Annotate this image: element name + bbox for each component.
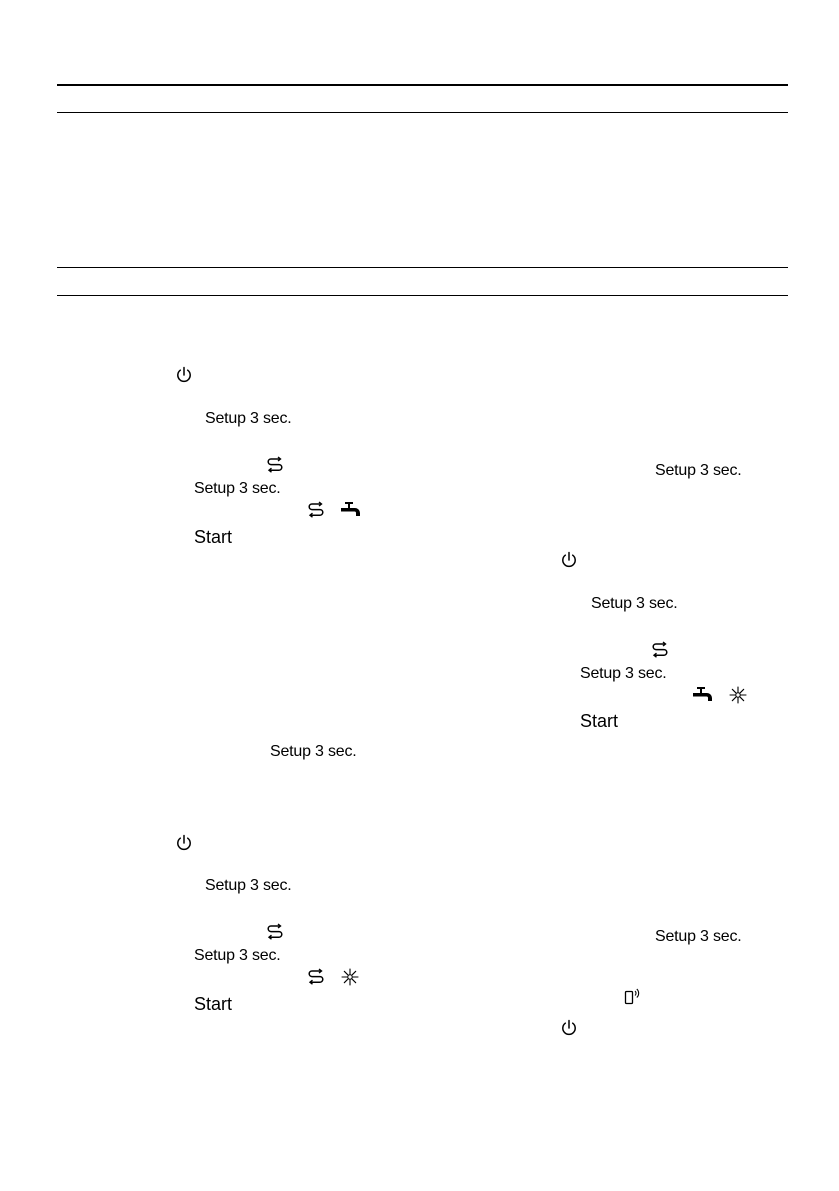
setup-button-label: Setup 3 sec. [655, 928, 742, 945]
table-rule-section-bottom [57, 295, 788, 296]
start-button-label: Start [580, 711, 619, 731]
setup-button-label: Setup 3 sec. [194, 480, 281, 497]
rinse-program-icon [650, 640, 670, 660]
setup-button-label: Setup 3 sec. [205, 410, 292, 427]
rinse-program-icon [306, 500, 326, 520]
rinse-program-icon [265, 455, 285, 475]
power-icon [559, 550, 579, 570]
setup-button-label: Setup 3 sec. [205, 877, 292, 894]
table-rule-top [57, 84, 788, 86]
setup-button-label: Setup 3 sec. [194, 947, 281, 964]
setup-button-label: Setup 3 sec. [591, 595, 678, 612]
power-icon [174, 365, 194, 385]
rinse-program-icon [306, 967, 326, 987]
setup-button-label: Setup 3 sec. [580, 665, 667, 682]
start-button-label: Start [194, 994, 233, 1014]
rinse-program-icon [265, 922, 285, 942]
rinse-aid-sparkle-icon [728, 685, 748, 705]
table-rule-section-top [57, 267, 788, 268]
power-icon [559, 1018, 579, 1038]
water-tap-icon [340, 500, 362, 520]
start-button-label: Start [194, 527, 233, 547]
rinse-aid-sparkle-icon [340, 967, 360, 987]
setup-button-label: Setup 3 sec. [655, 462, 742, 479]
remote-start-icon [622, 986, 642, 1006]
table-rule-header [57, 112, 788, 113]
power-icon [174, 833, 194, 853]
water-tap-icon [692, 685, 714, 705]
setup-button-label: Setup 3 sec. [270, 743, 357, 760]
